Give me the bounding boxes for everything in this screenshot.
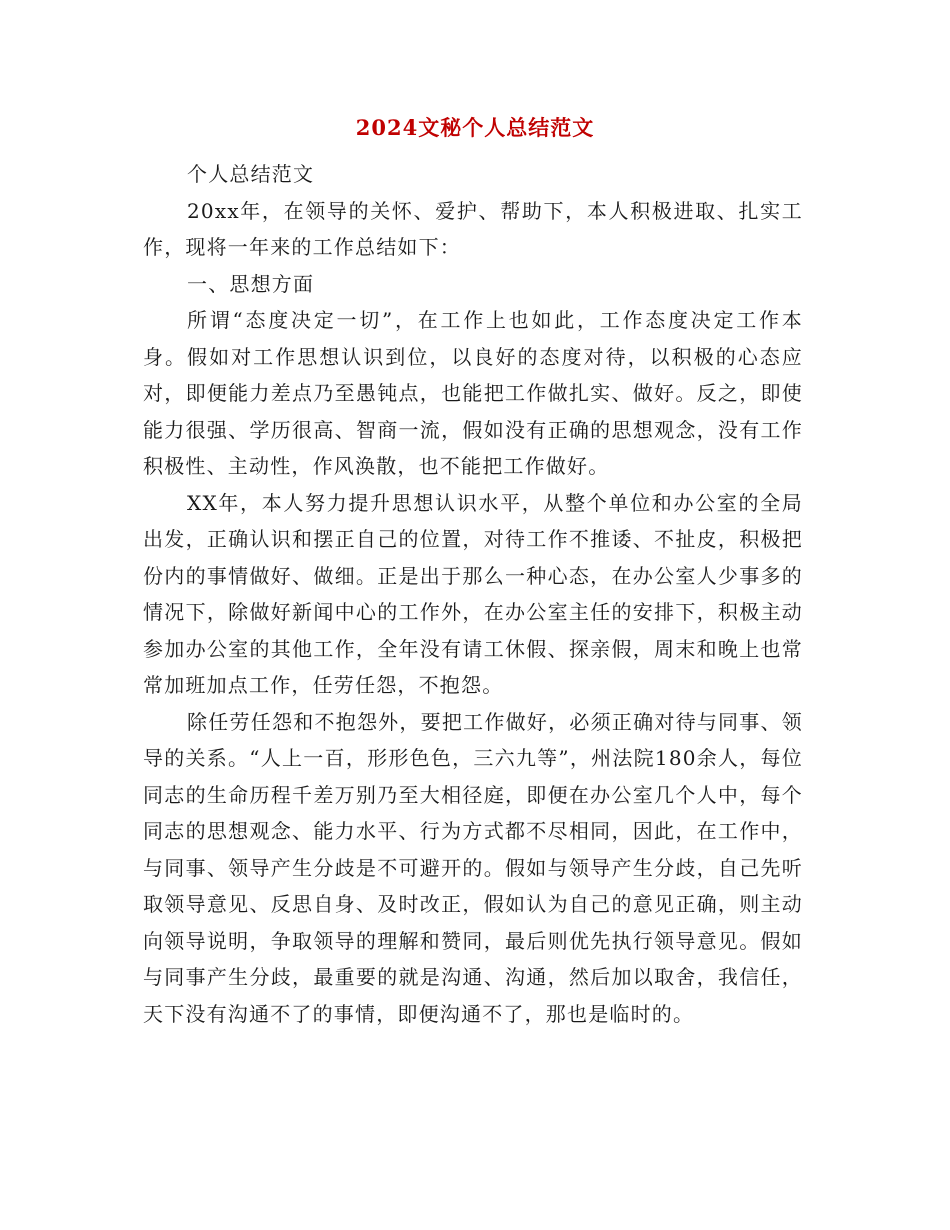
paragraph-work: XX年，本人努力提升思想认识水平，从整个单位和办公室的全局出发，正确认识和摆正自己的位置，对待工作不推诿、不扯皮，积极把份内的事情做好、做细。正是出于那么一种心态，在办公室人少事多的情况下，除做好新闻中心的工作外，在办公室主任的安排下，积极主动参加办公室的其他工作，全年没有请工休假、探亲假，周末和晚上也常常加班加点工作，任劳任怨，不抱怨。 xyxy=(143,490,803,697)
paragraph-intro: 20xx年，在领导的关怀、爱护、帮助下，本人积极进取、扎实工作，现将一年来的工作总结如下： xyxy=(143,198,803,259)
section-heading: 一、思想方面 xyxy=(187,271,315,296)
document-title: 2024文秘个人总结范文 xyxy=(355,115,595,140)
document-body xyxy=(143,156,803,1032)
paragraph-relations: 除任劳任怨和不抱怨外，要把工作做好，必须正确对待与同事、领导的关系。“人上一百，形形色色，三六九等”，州法院180余人，每位同志的生命历程千差万别乃至大相径庭，即便在办公室几个人中，每个同志的思想观念、能力水平、行为方式都不尽相同，因此，在工作中，与同事、领导产生分歧是不可避开的。假如与领导产生分歧，自己先听取领导意见、反思自身、及时改正，假如认为自己的意见正确，则主动向领导说明，争取领导的理解和赞同，最后则优先执行领导意见。假如与同事产生分歧，最重要的就是沟通、沟通，然后加以取舍，我信任，天下没有沟通不了的事情，即便沟通不了，那也是临时的。 xyxy=(143,709,803,1026)
paragraph-subtitle: 个人总结范文 xyxy=(187,162,315,186)
paragraph-attitude: 所谓“态度决定一切”，在工作上也如此，工作态度决定工作本身。假如对工作思想认识到位，以良好的态度对待，以积极的心态应对，即便能力差点乃至愚钝点，也能把工作做扎实、做好。反之，即使能力很强、学历很高、智商一流，假如没有正确的思想观念，没有工作积极性、主动性，作风涣散，也不能把工作做好。 xyxy=(143,308,803,478)
